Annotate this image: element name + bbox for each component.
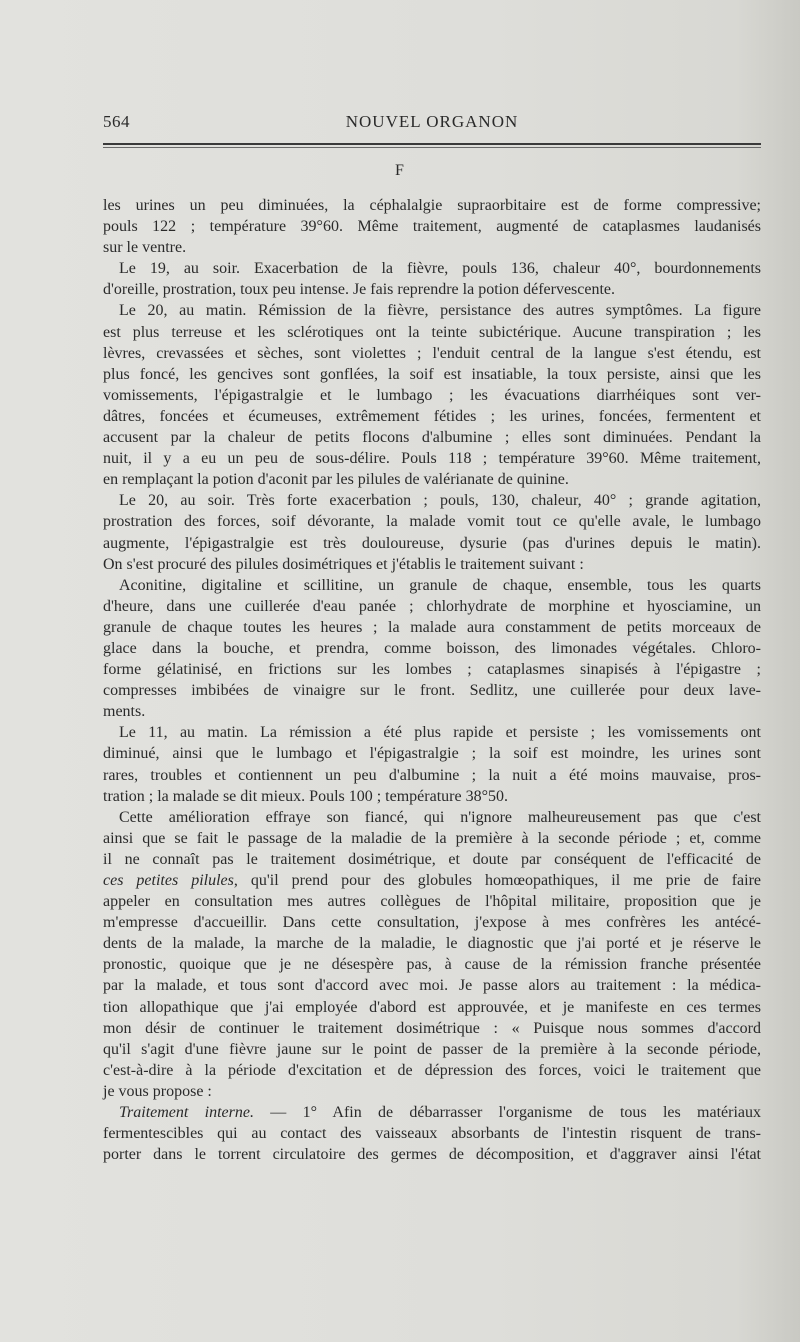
text-line: qu'il s'agit d'une fièvre jaune sur le point de passer de la première à la seconde période,	[103, 1040, 761, 1058]
text-line: m'empresse d'accueillir. Dans cette consultation, j'expose à mes confrères les antécé-	[103, 914, 761, 932]
text-line: tion allopathique que j'ai employée d'abord est approuvée, et je manifeste en ces termes	[103, 998, 761, 1016]
text-line: fermentescibles qui au contact des vaisseaux absorbants de l'intestin risquent de trans-	[103, 1125, 761, 1143]
text-line: d'oreille, prostration, toux peu intense. Je fais reprendre la potion défervescente.	[103, 281, 616, 299]
text-line: vomissements, l'épigastralgie et le lumbago ; les évacuations diarrhéiques sont ver-	[103, 386, 761, 404]
text-line: c'est-à-dire à la période d'excitation et de dépression des forces, voici le traitement que	[103, 1061, 761, 1079]
text-line: augmente, l'épigastralgie est très douloureuse, dysurie (pas d'urines depuis le matin).	[103, 534, 761, 552]
text-line: prostration des forces, soif dévorante, la malade vomit tout ce qu'elle avale, le lumbago	[103, 513, 761, 531]
text-line: Le 11, au matin. La rémission a été plus rapide et persiste ; les vomissements ont	[119, 724, 761, 742]
text-line: tration ; la malade se dit mieux. Pouls 100 ; température 38°50.	[103, 787, 508, 805]
text-line: Traitement interne. — 1° Afin de débarrasser l'organisme de tous les matériaux	[119, 1104, 762, 1122]
text-line: ainsi que se fait le passage de la maladie de la première à la seconde période ; et, comme	[103, 829, 761, 847]
text-line: porter dans le torrent circulatoire des germes de décomposition, et d'aggraver ainsi l'état	[103, 1146, 761, 1164]
text-line: d'heure, dans une cuillerée d'eau panée ; chlorhydrate de morphine et hyosciamine, un	[103, 597, 761, 615]
text-line: compresses imbibées de vinaigre sur le front. Sedlitz, une cuillerée pour deux lave-	[103, 682, 761, 700]
text-line: par la malade, et tous sont d'accord avec moi. Je passe alors au traitement : la médica-	[103, 977, 761, 995]
text-line: est plus terreuse et les sclérotiques ont la teinte subictérique. Aucune transpiration ; les	[103, 323, 761, 341]
text-line: pronostic, quoique que je ne désespère pas, à cause de la rémission franche présentée	[103, 956, 761, 974]
header-rule-thick	[103, 143, 761, 145]
text-line: il ne connaît pas le traitement dosimétrique, et doute par conséquent de l'efficacité de	[103, 850, 761, 868]
text-line: nuit, il y a eu un peu de sous-délire. Pouls 118 ; température 39°60. Même traitement,	[103, 450, 761, 468]
text-line: Le 20, au matin. Rémission de la fièvre, persistance des autres symptômes. La figure	[119, 302, 761, 320]
text-line: diminué, ainsi que le lumbago et l'épigastralgie ; la soif est moindre, les urines sont	[103, 745, 761, 763]
text-line: Le 19, au soir. Exacerbation de la fièvre, pouls 136, chaleur 40°, bourdonnements	[119, 260, 761, 278]
text-line: sur le ventre.	[103, 239, 187, 257]
page-number: 564	[103, 112, 130, 131]
page-header	[103, 110, 761, 140]
text-line: mon désir de continuer le traitement dosimétrique : « Puisque nous sommes d'accord	[103, 1019, 761, 1037]
text-line: ments.	[103, 703, 146, 721]
running-title: NOUVEL ORGANON	[345, 112, 519, 131]
text-line: forme gélatinisé, en frictions sur les lombes ; cataplasmes sinapisés à l'épigastre ;	[103, 661, 761, 679]
text-line: Aconitine, digitaline et scillitine, un granule de chaque, ensemble, tous les quarts	[119, 576, 761, 594]
text-line: rares, troubles et contiennent un peu d'albumine ; la nuit a été moins mauvaise, pros-	[103, 766, 761, 784]
section-letter: F	[395, 162, 405, 179]
text-line: les urines un peu diminuées, la céphalalgie supraorbitaire est de forme compressive;	[103, 197, 761, 214]
text-line: accusent par la chaleur de petits flocons d'albumine ; elles sont diminuées. Pendant la	[103, 429, 761, 447]
text-line: On s'est procuré des pilules dosimétriques et j'établis le traitement suivant :	[103, 555, 584, 573]
text-line: dâtres, foncées et écumeuses, extrêmement fétides ; les urines, foncées, fermentent et	[103, 407, 761, 425]
text-line: granule de chaque toutes les heures ; la malade aura constamment de petits morceaux de	[103, 618, 761, 636]
text-line: plus foncé, les gencives sont gonflées, la soif est insatiable, la toux persiste, ainsi que les	[103, 365, 761, 383]
text-line: dents de la malade, la marche de la maladie, le diagnostic que j'ai porté et je réserve le	[103, 935, 761, 953]
text-line: en remplaçant la potion d'aconit par les pilules de valérianate de quinine.	[103, 471, 569, 489]
body-text	[103, 195, 761, 1165]
text-line: ces petites pilules, qu'il prend pour des globules homœopathiques, il me prie de faire	[103, 872, 762, 889]
text-line: lèvres, crevassées et sèches, sont violettes ; l'enduit central de la langue s'est étendu, est	[103, 344, 761, 362]
text-line: Le 20, au soir. Très forte exacerbation ; pouls, 130, chaleur, 40° ; grande agitation,	[119, 492, 761, 510]
text-line: appeler en consultation mes autres collègues de l'hôpital militaire, proposition que je	[103, 893, 761, 911]
header-rule-thin	[103, 147, 761, 148]
text-line: je vous propose :	[103, 1082, 212, 1100]
text-line: Cette amélioration effraye son fiancé, qui n'ignore malheureusement pas que c'est	[119, 808, 761, 826]
text-line: pouls 122 ; température 39°60. Même traitement, augmenté de cataplasmes laudanisés	[103, 218, 761, 236]
text-line: glace dans la bouche, et prendra, comme boisson, des limonades végétales. Chloro-	[103, 639, 761, 657]
